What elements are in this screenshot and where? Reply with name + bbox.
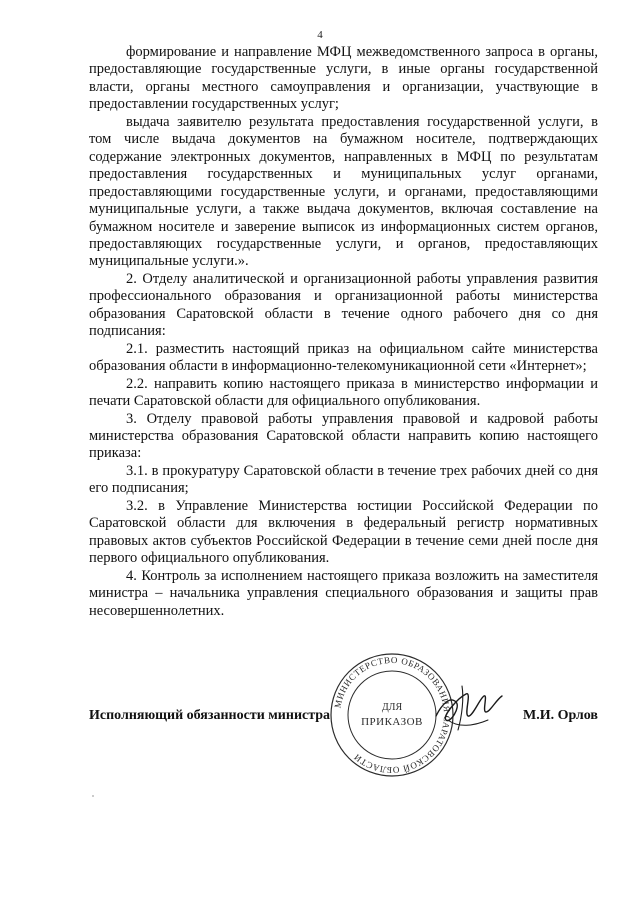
stamp-inner-line-1: ДЛЯ (381, 702, 403, 713)
document-body (89, 44, 598, 620)
paragraph-item-2-2: 2.2. направить копию настоящего приказа в министерство информации и печати Саратовской области для официального опубликования. (89, 375, 598, 410)
paragraph-item-2-1: 2.1. разместить настоящий приказ на официальном сайте министерства образования области в информационно-телекомуникационной сети «Интернет»; (89, 340, 598, 375)
paragraph-item-3: 3. Отделу правовой работы управления правовой и кадровой работы министерства образования Саратовской области направить копию настоящего приказа: (89, 410, 598, 462)
signatory-title: Исполняющий обязанности министра (89, 708, 331, 723)
paragraph-result-issuance: выдача заявителю результата предоставления государственной услуги, в том числе выдача документов на бумажном носителе, подтверждающих содержание электронных документов, направленных в МФЦ по результатам предоставления государственных и муниципальных услуг органами, предоставляющими государственные услуги, и органами, предоставляющими муниципальные услуги, а также выдача документов, включая составление на бумажном носителе и заверение выписок из информационных систем органов, предоставляющих государственные услуги, и органов, предоставляющих муниципальные услуги.». (89, 113, 598, 270)
scan-speck (92, 795, 94, 797)
page-number: 4 (317, 29, 323, 41)
stamp-outer-text: МИНИСТЕРСТВО ОБРАЗОВАНИЯ САРАТОВСКОЙ ОБЛАСТИ (332, 654, 453, 776)
signature-block (89, 708, 598, 728)
stamp-inner-line-2: ПРИКАЗОВ (361, 716, 423, 728)
paragraph-item-2: 2. Отделу аналитической и организационной работы управления развития профессионального образования и организационной работы министерства образования Саратовской области в течение одного рабочего дня со дня подписания: (89, 270, 598, 340)
paragraph-mfc-request: формирование и направление МФЦ межведомственного запроса в органы, предоставляющие государственные услуги, в иные органы государственной власти, органы местного самоуправления и организации, участвующие в предоставлении государственных услуг; (89, 44, 598, 113)
paragraph-item-3-1: 3.1. в прокуратуру Саратовской области в течение трех рабочих дней со дня его подписания; (89, 462, 598, 497)
paragraph-item-3-2: 3.2. в Управление Министерства юстиции Российской Федерации по Саратовской области для включения в федеральный регистр нормативных правовых актов субъектов Российской Федерации в течение семи дней после дня первого официального опубликования. (89, 497, 598, 567)
paragraph-item-4: 4. Контроль за исполнением настоящего приказа возложить на заместителя министра – начальника управления специального образования и защиты прав несовершеннолетних. (89, 567, 598, 619)
signatory-name: М.И. Орлов (523, 708, 598, 723)
